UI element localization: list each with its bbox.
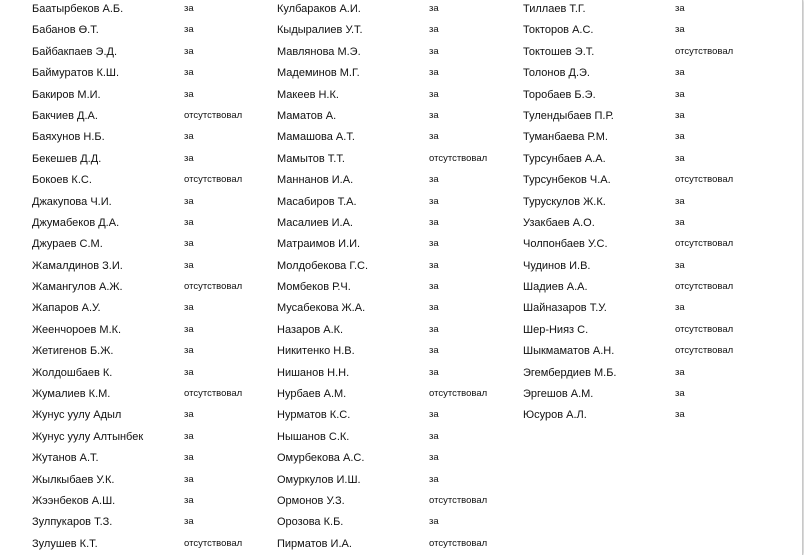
vote-result: за	[675, 3, 685, 14]
deputy-name: Джумабеков Д.А.	[32, 216, 120, 229]
deputy-name: Мусабекова Ж.А.	[277, 302, 366, 315]
deputy-name: Матраимов И.И.	[277, 238, 361, 251]
deputy-name: Жетигенов Б.Ж.	[32, 345, 114, 358]
deputy-name: Масабиров Т.А.	[277, 195, 357, 208]
deputy-name: Байбакпаев Э.Д.	[32, 45, 118, 58]
deputy-name: Джакупова Ч.И.	[32, 195, 112, 208]
deputy-name: Бакиров М.И.	[32, 88, 101, 101]
vote-result: за	[429, 473, 439, 485]
deputy-name: Толонов Д.Э.	[523, 67, 590, 80]
deputy-name: Эргешов А.М.	[523, 388, 594, 401]
deputy-name: Момбеков Р.Ч.	[277, 281, 351, 294]
vote-result: за	[184, 452, 194, 464]
deputy-name: Ормонов У.З.	[277, 494, 345, 507]
vote-result: отсутствовал	[675, 238, 734, 250]
deputy-name: Жунус уулу Адыл	[32, 409, 122, 422]
deputy-name: Нышанов С.К.	[277, 430, 350, 443]
deputy-name: Пирматов И.А.	[277, 537, 352, 550]
deputy-name: Мадеминов М.Г.	[277, 67, 360, 80]
vote-result: отсутствовал	[184, 109, 243, 121]
vote-result: отсутствовал	[184, 388, 243, 400]
deputy-name: Тиллаев Т.Г.	[523, 3, 586, 15]
vote-result: за	[675, 195, 685, 207]
deputy-name: Назаров А.К.	[277, 323, 344, 336]
vote-result: за	[675, 67, 685, 79]
vote-result: отсутствовал	[184, 537, 243, 549]
deputy-name: Торобаев Б.Э.	[523, 88, 596, 101]
vote-result: отсутствовал	[184, 174, 243, 186]
deputy-name: Узакбаев А.О.	[523, 216, 595, 229]
deputy-name: Омурбекова А.С.	[277, 452, 365, 465]
deputy-name: Жамангулов А.Ж.	[32, 281, 123, 294]
deputy-name: Бакчиев Д.А.	[32, 109, 98, 122]
deputy-name: Туманбаева Р.М.	[523, 131, 608, 144]
vote-result: за	[184, 409, 194, 421]
vote-result: за	[184, 45, 194, 57]
vote-result: за	[429, 3, 439, 14]
deputy-name: Бабанов Ө.Т.	[32, 24, 99, 37]
deputy-name: Масалиев И.А.	[277, 216, 353, 229]
deputy-name: Кулбараков А.И.	[277, 3, 361, 15]
vote-result: за	[675, 409, 685, 421]
vote-result: за	[675, 109, 685, 121]
deputy-name: Жээнбеков А.Ш.	[32, 494, 116, 507]
deputy-name: Токтошев Э.Т.	[523, 45, 595, 58]
vote-result: за	[184, 302, 194, 314]
deputy-name: Юсуров А.Л.	[523, 409, 587, 422]
vote-result: за	[184, 131, 194, 143]
deputy-name: Жапаров А.У.	[32, 302, 101, 315]
deputy-name: Жунус уулу Алтынбек	[32, 430, 144, 443]
deputy-name: Нишанов Н.Н.	[277, 366, 350, 379]
vote-result: за	[184, 323, 194, 335]
deputy-name: Омуркулов И.Ш.	[277, 473, 361, 486]
deputy-name: Чудинов И.В.	[523, 259, 591, 272]
vote-result: отсутствовал	[429, 152, 488, 164]
deputy-name: Бекешев Д.Д.	[32, 152, 102, 165]
deputy-name: Чолпонбаев У.С.	[523, 238, 608, 251]
vote-result: за	[675, 259, 685, 271]
vote-result: отсутствовал	[675, 45, 734, 57]
deputy-name: Кыдыралиев У.Т.	[277, 24, 363, 37]
vote-result: за	[184, 366, 194, 378]
vote-result: за	[184, 345, 194, 357]
deputy-name: Нурматов К.С.	[277, 409, 351, 422]
deputy-name: Молдобекова Г.С.	[277, 259, 369, 272]
vote-result: за	[429, 366, 439, 378]
vote-result: за	[429, 238, 439, 250]
deputy-name: Жумалиев К.М.	[32, 388, 111, 401]
deputy-name: Жеенчороев М.К.	[32, 323, 122, 336]
deputy-name: Мамашова А.Т.	[277, 131, 355, 144]
vote-result: за	[184, 430, 194, 442]
vote-result: за	[429, 409, 439, 421]
deputy-name: Джураев С.М.	[32, 238, 103, 251]
vote-result: за	[675, 131, 685, 143]
deputy-name: Зулушев К.Т.	[32, 537, 98, 550]
vote-result: за	[675, 388, 685, 400]
deputy-name: Баяхунов Н.Б.	[32, 131, 105, 144]
vote-result: за	[184, 259, 194, 271]
vote-result: за	[184, 67, 194, 79]
deputy-name: Никитенко Н.В.	[277, 345, 355, 358]
vote-result: за	[429, 281, 439, 293]
deputy-name: Баатырбеков А.Б.	[32, 3, 124, 15]
deputy-name: Маннанов И.А.	[277, 174, 354, 187]
vote-result: за	[184, 152, 194, 164]
vote-result: за	[675, 302, 685, 314]
vote-result: за	[429, 174, 439, 186]
deputy-name: Нурбаев А.М.	[277, 388, 347, 401]
vote-result: отсутствовал	[675, 323, 734, 335]
deputy-name: Макеев Н.К.	[277, 88, 339, 101]
deputy-name: Жутанов А.Т.	[32, 452, 99, 465]
deputy-name: Орозова К.Б.	[277, 516, 344, 529]
vote-result: за	[184, 473, 194, 485]
deputy-name: Шыкмаматов А.Н.	[523, 345, 615, 358]
deputy-name: Турускулов Ж.К.	[523, 195, 606, 208]
vote-result: за	[184, 238, 194, 250]
deputy-name: Мамытов Т.Т.	[277, 152, 345, 165]
vote-result: за	[184, 216, 194, 228]
deputy-name: Эгембердиев М.Б.	[523, 366, 617, 379]
deputy-name: Бокоев К.С.	[32, 174, 92, 187]
deputy-name: Турсунбаев А.А.	[523, 152, 606, 165]
deputy-name: Жолдошбаев К.	[32, 366, 113, 379]
deputy-name: Шайназаров Т.У.	[523, 302, 607, 315]
deputy-name: Мавлянова М.Э.	[277, 45, 361, 58]
vote-result: за	[675, 366, 685, 378]
vote-result: за	[429, 109, 439, 121]
deputy-name: Баймуратов К.Ш.	[32, 67, 120, 80]
deputy-name: Шадиев А.А.	[523, 281, 588, 294]
vote-result: за	[675, 88, 685, 100]
vote-result: за	[429, 45, 439, 57]
vote-result: за	[184, 494, 194, 506]
vote-result: за	[429, 345, 439, 357]
deputy-name: Шер-Нияз С.	[523, 323, 589, 336]
vote-result: за	[184, 3, 194, 14]
vote-result: за	[184, 88, 194, 100]
vote-result: за	[429, 259, 439, 271]
deputy-name: Тулендыбаев П.Р.	[523, 109, 614, 122]
vote-result: за	[184, 195, 194, 207]
vote-result: за	[675, 152, 685, 164]
vote-result: за	[429, 24, 439, 36]
vote-result: за	[429, 131, 439, 143]
vote-result: отсутствовал	[184, 281, 243, 293]
vote-result: за	[675, 24, 685, 36]
vote-result: за	[429, 452, 439, 464]
vote-result: отсутствовал	[675, 174, 734, 186]
deputy-name: Зулпукаров Т.З.	[32, 516, 113, 529]
vote-result: за	[675, 216, 685, 228]
deputy-name: Жамалдинов З.И.	[32, 259, 123, 272]
vote-result: за	[429, 302, 439, 314]
vote-result: за	[429, 216, 439, 228]
deputy-name: Токторов А.С.	[523, 24, 594, 37]
deputy-name: Маматов А.	[277, 109, 337, 122]
vote-result: за	[184, 516, 194, 528]
deputy-name: Жылкыбаев У.К.	[32, 473, 115, 486]
vote-result: отсутствовал	[429, 537, 488, 549]
deputy-name: Турсунбеков Ч.А.	[523, 174, 611, 187]
vote-result: за	[429, 195, 439, 207]
vote-result: отсутствовал	[675, 281, 734, 293]
vote-result: за	[429, 430, 439, 442]
vote-result: отсутствовал	[429, 388, 488, 400]
vote-result: отсутствовал	[675, 345, 734, 357]
vote-result: за	[184, 24, 194, 36]
vote-result: за	[429, 516, 439, 528]
vote-result: за	[429, 88, 439, 100]
vote-result: за	[429, 323, 439, 335]
vote-result: за	[429, 67, 439, 79]
vote-result: отсутствовал	[429, 494, 488, 506]
